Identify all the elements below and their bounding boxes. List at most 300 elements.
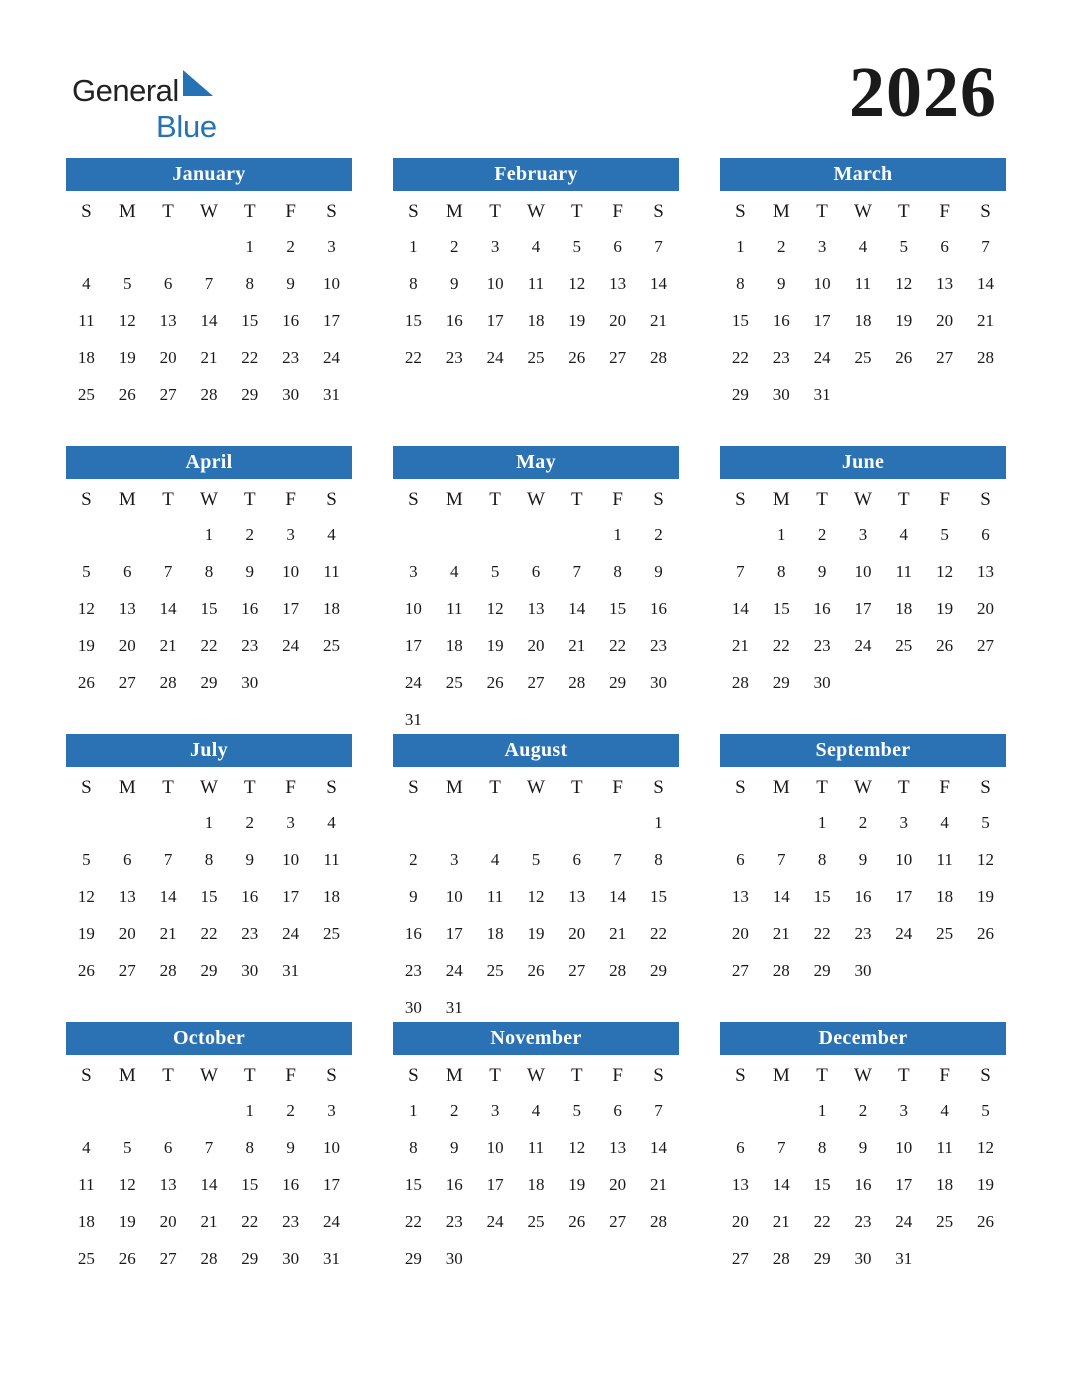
day-cell <box>434 1277 475 1314</box>
month-october <box>66 1022 352 1310</box>
month-table <box>66 1059 352 1314</box>
day-cell: 9 <box>858 1137 868 1157</box>
day-cell: 20 <box>609 310 627 330</box>
week-row <box>720 413 1006 450</box>
day-cell: 18 <box>445 635 463 655</box>
day-cell: 20 <box>731 923 749 943</box>
day-cell: 7 <box>572 561 582 581</box>
week-row <box>66 339 352 376</box>
day-cell: 2 <box>817 524 827 544</box>
day-cell: 18 <box>77 347 95 367</box>
day-cell: 19 <box>895 310 913 330</box>
day-cell <box>556 413 597 450</box>
day-cell <box>516 1277 557 1314</box>
day-cell: 18 <box>323 886 341 906</box>
day-cell: 30 <box>282 384 300 404</box>
day-cell: 23 <box>854 1211 872 1231</box>
weekday-sun: S <box>408 776 419 798</box>
day-cell: 11 <box>527 273 545 293</box>
day-cell: 11 <box>936 849 953 869</box>
weekday-sun: S <box>735 1064 746 1086</box>
day-cell: 19 <box>936 598 954 618</box>
day-cell: 4 <box>82 1137 91 1157</box>
day-cell: 30 <box>445 1248 463 1268</box>
week-row <box>393 878 679 915</box>
day-cell: 3 <box>817 236 827 256</box>
weekday-mon: M <box>772 776 790 798</box>
day-cell <box>311 952 352 989</box>
week-row <box>720 915 1006 952</box>
day-cell: 18 <box>895 598 913 618</box>
day-cell: 3 <box>286 812 295 832</box>
month-march <box>720 158 1006 446</box>
weekday-wed: W <box>853 200 872 222</box>
day-cell: 26 <box>895 347 913 367</box>
day-cell <box>638 989 679 1026</box>
day-cell <box>924 701 965 738</box>
day-cell: 8 <box>409 273 418 293</box>
months-grid <box>66 158 1006 1310</box>
day-cell: 7 <box>777 849 786 869</box>
day-cell: 2 <box>858 812 868 832</box>
weekday-header-row <box>66 771 352 804</box>
week-row <box>393 1240 679 1277</box>
weekday-fri: F <box>285 776 296 798</box>
day-cell: 12 <box>118 310 136 330</box>
weekday-sat: S <box>653 776 664 798</box>
day-cell: 16 <box>404 923 422 943</box>
day-cell: 3 <box>327 1100 336 1120</box>
weekday-mon: M <box>445 1064 463 1086</box>
day-cell: 16 <box>282 1174 300 1194</box>
day-cell <box>66 413 107 450</box>
day-cell: 18 <box>936 886 954 906</box>
day-cell: 9 <box>245 849 255 869</box>
weekday-tue: T <box>489 200 501 222</box>
week-row <box>393 413 679 450</box>
weekday-header-row <box>720 1059 1006 1092</box>
day-cell: 11 <box>895 561 912 581</box>
weekday-thu: T <box>897 488 910 510</box>
day-cell: 15 <box>404 310 422 330</box>
day-cell: 9 <box>777 273 786 293</box>
day-cell: 24 <box>282 635 300 655</box>
day-cell: 1 <box>817 812 827 832</box>
day-cell: 5 <box>572 236 582 256</box>
day-cell: 15 <box>200 886 218 906</box>
day-cell: 23 <box>854 923 872 943</box>
day-cell: 20 <box>159 347 177 367</box>
day-cell: 26 <box>568 347 586 367</box>
day-cell: 29 <box>813 960 831 980</box>
week-row <box>66 1092 352 1129</box>
weekday-header-row <box>393 771 679 804</box>
day-cell: 12 <box>118 1174 136 1194</box>
weekday-header-row <box>720 483 1006 516</box>
weekday-wed: W <box>526 776 545 798</box>
day-cell <box>597 701 638 738</box>
day-cell: 25 <box>323 635 341 655</box>
day-cell <box>638 413 679 450</box>
week-row <box>393 989 679 1026</box>
day-cell: 25 <box>895 635 913 655</box>
day-cell: 6 <box>572 849 582 869</box>
day-cell: 10 <box>895 1137 913 1157</box>
week-row <box>720 701 1006 738</box>
day-cell: 26 <box>977 1211 995 1231</box>
day-cell <box>516 376 557 413</box>
week-row <box>66 952 352 989</box>
day-cell: 23 <box>772 347 790 367</box>
day-cell: 11 <box>854 273 872 293</box>
day-cell: 6 <box>736 1137 745 1157</box>
weekday-header-row <box>66 483 352 516</box>
day-cell <box>924 376 965 413</box>
day-cell: 13 <box>609 1137 627 1157</box>
day-cell: 15 <box>609 598 627 618</box>
day-cell: 26 <box>977 923 995 943</box>
day-cell: 18 <box>854 310 872 330</box>
day-cell: 5 <box>899 236 909 256</box>
day-cell: 1 <box>245 236 255 256</box>
day-cell <box>270 1277 311 1314</box>
day-cell <box>475 413 516 450</box>
day-cell: 19 <box>568 310 586 330</box>
weekday-tue: T <box>489 776 501 798</box>
week-row <box>393 1203 679 1240</box>
day-cell: 24 <box>323 1211 341 1231</box>
weekday-sun: S <box>408 488 419 510</box>
day-cell: 6 <box>940 236 949 256</box>
week-row <box>393 841 679 878</box>
day-cell <box>270 413 311 450</box>
day-cell: 23 <box>650 635 668 655</box>
day-cell: 26 <box>77 960 95 980</box>
day-cell: 23 <box>445 347 463 367</box>
day-cell: 22 <box>200 635 218 655</box>
day-cell: 9 <box>450 273 459 293</box>
day-cell: 29 <box>404 1248 422 1268</box>
weekday-fri: F <box>285 1064 296 1086</box>
weekday-tue: T <box>816 488 828 510</box>
weekday-tue: T <box>489 1064 501 1086</box>
weekday-fri: F <box>612 200 623 222</box>
day-cell: 2 <box>858 1100 868 1120</box>
day-cell: 31 <box>895 1248 913 1268</box>
week-row <box>66 228 352 265</box>
day-cell: 1 <box>204 524 214 544</box>
week-row <box>720 952 1006 989</box>
day-cell: 11 <box>323 849 340 869</box>
day-cell <box>189 1092 230 1129</box>
day-cell: 15 <box>241 310 259 330</box>
weekday-thu: T <box>897 200 910 222</box>
day-cell <box>107 989 148 1026</box>
day-cell: 17 <box>486 310 504 330</box>
day-cell: 13 <box>936 273 954 293</box>
day-cell: 20 <box>159 1211 177 1231</box>
day-cell: 30 <box>854 1248 872 1268</box>
day-cell <box>883 701 924 738</box>
day-cell: 17 <box>854 598 872 618</box>
week-row <box>720 664 1006 701</box>
day-cell: 21 <box>650 310 668 330</box>
day-cell: 25 <box>77 1248 95 1268</box>
month-july <box>66 734 352 1022</box>
month-title: August <box>393 734 679 767</box>
day-cell: 20 <box>731 1211 749 1231</box>
day-cell: 16 <box>854 1174 872 1194</box>
day-cell: 22 <box>241 1211 259 1231</box>
day-cell: 30 <box>241 960 259 980</box>
day-cell: 27 <box>609 347 627 367</box>
day-cell: 13 <box>118 886 136 906</box>
day-cell <box>761 1092 802 1129</box>
day-cell <box>638 376 679 413</box>
day-cell: 18 <box>936 1174 954 1194</box>
day-cell: 11 <box>323 561 340 581</box>
day-cell <box>802 1277 843 1314</box>
day-cell: 6 <box>736 849 745 869</box>
day-cell <box>843 413 884 450</box>
day-cell: 31 <box>404 709 422 729</box>
day-cell: 14 <box>772 886 790 906</box>
day-cell: 1 <box>736 236 745 256</box>
day-cell: 13 <box>118 598 136 618</box>
weekday-mon: M <box>118 776 136 798</box>
day-cell <box>720 701 761 738</box>
day-cell: 2 <box>286 1100 295 1120</box>
day-cell: 16 <box>854 886 872 906</box>
day-cell: 11 <box>78 310 95 330</box>
day-cell: 13 <box>731 1174 749 1194</box>
day-cell: 24 <box>404 672 422 692</box>
day-cell: 25 <box>77 384 95 404</box>
month-table <box>66 195 352 450</box>
week-row <box>720 339 1006 376</box>
weekday-thu: T <box>570 200 583 222</box>
weekday-mon: M <box>118 488 136 510</box>
day-cell <box>802 701 843 738</box>
day-cell: 30 <box>241 672 259 692</box>
day-cell <box>883 1277 924 1314</box>
day-cell <box>924 1240 965 1277</box>
day-cell: 28 <box>650 347 668 367</box>
day-cell: 30 <box>813 672 831 692</box>
day-cell <box>475 701 516 738</box>
day-cell <box>434 701 475 738</box>
day-cell <box>107 228 148 265</box>
day-cell: 22 <box>609 635 627 655</box>
weekday-sat: S <box>326 776 337 798</box>
day-cell: 16 <box>445 1174 463 1194</box>
day-cell: 9 <box>286 1137 295 1157</box>
day-cell: 28 <box>200 1248 218 1268</box>
day-cell: 4 <box>490 849 500 869</box>
day-cell: 14 <box>977 273 995 293</box>
day-cell: 11 <box>527 1137 545 1157</box>
weekday-sat: S <box>980 1064 991 1086</box>
day-cell: 6 <box>613 1100 622 1120</box>
week-row <box>393 376 679 413</box>
day-cell: 5 <box>490 561 500 581</box>
day-cell: 20 <box>936 310 954 330</box>
day-cell: 7 <box>163 849 173 869</box>
day-cell: 24 <box>895 923 913 943</box>
weekday-header-row <box>393 483 679 516</box>
day-cell: 16 <box>813 598 831 618</box>
week-row <box>720 376 1006 413</box>
day-cell <box>965 701 1006 738</box>
day-cell: 5 <box>531 849 541 869</box>
day-cell: 28 <box>772 960 790 980</box>
weekday-thu: T <box>897 1064 910 1086</box>
day-cell: 3 <box>899 1100 909 1120</box>
day-cell: 25 <box>527 1211 545 1231</box>
day-cell: 4 <box>327 524 336 544</box>
week-row <box>393 1277 679 1314</box>
day-cell: 7 <box>981 236 990 256</box>
day-cell: 12 <box>895 273 913 293</box>
week-row <box>393 664 679 701</box>
day-cell: 24 <box>813 347 831 367</box>
day-cell: 18 <box>527 310 545 330</box>
day-cell: 10 <box>323 273 341 293</box>
day-cell: 4 <box>531 1100 541 1120</box>
day-cell: 19 <box>118 347 136 367</box>
day-cell <box>965 376 1006 413</box>
day-cell: 8 <box>245 273 255 293</box>
day-cell: 8 <box>204 849 214 869</box>
weekday-thu: T <box>897 776 910 798</box>
day-cell: 23 <box>241 635 259 655</box>
day-cell: 31 <box>323 384 341 404</box>
day-cell <box>107 516 148 553</box>
day-cell <box>66 228 107 265</box>
day-cell: 6 <box>613 236 622 256</box>
weekday-header-row <box>393 1059 679 1092</box>
month-title: December <box>720 1022 1006 1055</box>
day-cell: 18 <box>527 1174 545 1194</box>
day-cell: 18 <box>486 923 504 943</box>
month-title: April <box>66 446 352 479</box>
day-cell: 26 <box>936 635 954 655</box>
weekday-tue: T <box>489 488 501 510</box>
day-cell: 14 <box>159 598 177 618</box>
day-cell: 4 <box>899 524 909 544</box>
day-cell: 27 <box>527 672 545 692</box>
day-cell: 27 <box>159 1248 177 1268</box>
day-cell: 14 <box>568 598 586 618</box>
day-cell: 9 <box>858 849 868 869</box>
week-row <box>720 1240 1006 1277</box>
day-cell: 23 <box>404 960 422 980</box>
month-title: November <box>393 1022 679 1055</box>
day-cell: 4 <box>531 236 541 256</box>
day-cell: 2 <box>286 236 295 256</box>
day-cell: 21 <box>977 310 995 330</box>
week-row <box>720 841 1006 878</box>
day-cell: 1 <box>204 812 214 832</box>
day-cell <box>516 516 557 553</box>
day-cell <box>434 516 475 553</box>
month-table <box>66 771 352 1026</box>
day-cell: 6 <box>123 849 132 869</box>
week-row <box>393 952 679 989</box>
day-cell: 17 <box>486 1174 504 1194</box>
day-cell <box>107 1277 148 1314</box>
week-row <box>66 701 352 738</box>
day-cell: 27 <box>936 347 954 367</box>
day-cell: 17 <box>282 598 300 618</box>
day-cell: 19 <box>486 635 504 655</box>
day-cell: 7 <box>204 273 214 293</box>
week-row <box>720 590 1006 627</box>
day-cell <box>434 804 475 841</box>
weekday-tue: T <box>162 488 174 510</box>
day-cell: 15 <box>731 310 749 330</box>
weekday-tue: T <box>816 776 828 798</box>
weekday-tue: T <box>162 1064 174 1086</box>
day-cell <box>883 413 924 450</box>
weekday-sun: S <box>81 488 92 510</box>
day-cell: 2 <box>245 524 255 544</box>
day-cell: 9 <box>817 561 827 581</box>
weekday-sun: S <box>735 200 746 222</box>
day-cell: 30 <box>404 997 422 1017</box>
day-cell <box>965 1277 1006 1314</box>
day-cell: 5 <box>123 1137 132 1157</box>
weekday-tue: T <box>816 1064 828 1086</box>
day-cell <box>66 989 107 1026</box>
day-cell: 27 <box>118 960 136 980</box>
day-cell: 1 <box>409 236 418 256</box>
day-cell: 5 <box>123 273 132 293</box>
week-row <box>66 1240 352 1277</box>
weekday-sat: S <box>980 200 991 222</box>
day-cell: 17 <box>404 635 422 655</box>
day-cell: 7 <box>654 236 663 256</box>
day-cell <box>556 701 597 738</box>
week-row <box>720 804 1006 841</box>
day-cell: 15 <box>200 598 218 618</box>
day-cell <box>597 1277 638 1314</box>
week-row <box>720 1203 1006 1240</box>
day-cell <box>761 701 802 738</box>
day-cell: 3 <box>899 812 909 832</box>
day-cell: 24 <box>323 347 341 367</box>
day-cell: 1 <box>817 1100 827 1120</box>
day-cell: 22 <box>813 1211 831 1231</box>
day-cell: 8 <box>245 1137 255 1157</box>
day-cell: 17 <box>282 886 300 906</box>
month-title: September <box>720 734 1006 767</box>
day-cell: 20 <box>118 635 136 655</box>
week-row <box>393 627 679 664</box>
month-table <box>720 483 1006 738</box>
day-cell <box>148 413 189 450</box>
day-cell: 8 <box>204 561 214 581</box>
day-cell: 25 <box>486 960 504 980</box>
week-row <box>720 878 1006 915</box>
day-cell: 21 <box>731 635 749 655</box>
day-cell: 17 <box>445 923 463 943</box>
day-cell: 30 <box>772 384 790 404</box>
month-title: February <box>393 158 679 191</box>
weekday-thu: T <box>243 776 256 798</box>
day-cell: 13 <box>159 310 177 330</box>
day-cell: 21 <box>200 347 218 367</box>
